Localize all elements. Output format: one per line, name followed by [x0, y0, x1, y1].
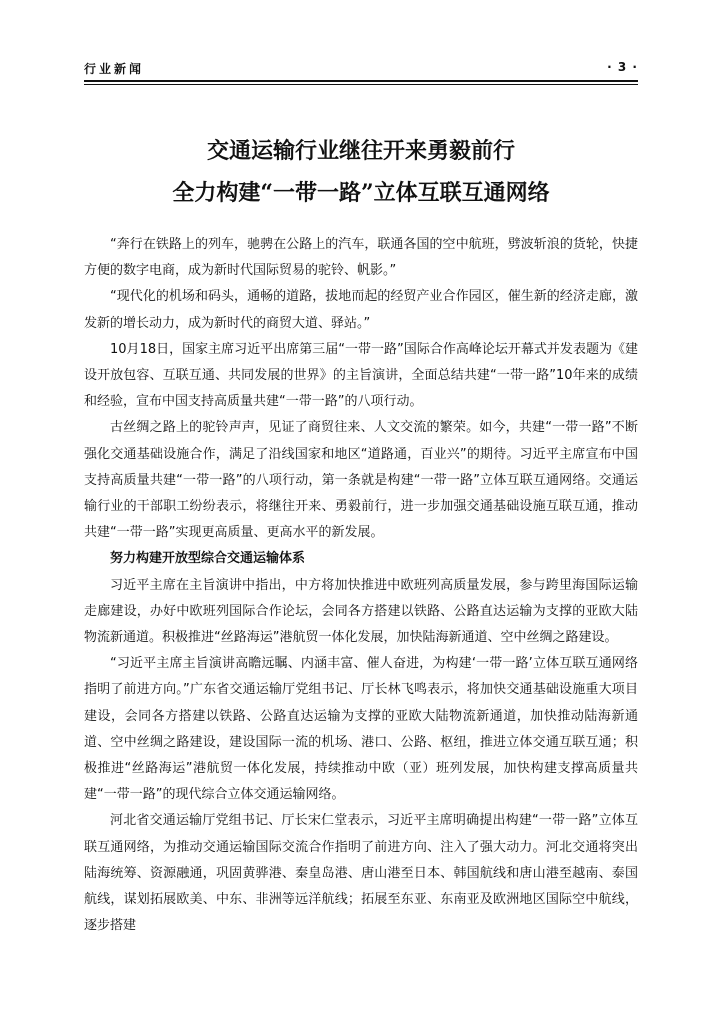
header-rule-thin — [84, 84, 638, 85]
header-rule-thick — [84, 80, 638, 82]
paragraph-quote-1: “奔行在铁路上的列车，驰骋在公路上的汽车，联通各国的空中航班，劈波斩浪的货轮，快捷方便的数字电商，成为新时代国际贸易的驼铃、帆影。” — [84, 237, 638, 279]
paragraph-guangdong: “习近平主席主旨演讲高瞻远瞩、内涵丰富、催人奋进，为构建‘一带一路’立体互联互通网络指明了前进方向。”广东省交通运输厅党组书记、厅长林飞鸣表示，将加快交通基础设施重大项目建设，会同各方搭建以铁路、公路直达运输为支撑的亚欧大陆物流新通道，加快推动陆海新通道、空中丝绸之路建设，建设国际一流的机场、港口、公路、枢纽，推进立体交通互联互通；积极推进“丝路海运”港航贸一体化发展，持续推动中欧（亚）班列发展，加快构建支撑高质量共建“一带一路”的现代综合立体交通运输网络。 — [84, 656, 638, 803]
section-label: 行业新闻 — [84, 62, 145, 76]
article-title — [84, 130, 638, 214]
paragraph-forum: 10月18日，国家主席习近平出席第三届“一带一路”国际合作高峰论坛开幕式并发表题为《建设开放包容、互联互通、共同发展的世界》的主旨演讲，全面总结共建“一带一路”10年来的成绩和经验，宣布中国支持高质量共建“一带一路”的八项行动。 — [84, 341, 638, 410]
title-line-2: 全力构建“一带一路”立体互联互通网络 — [172, 180, 550, 206]
paragraph-silk-road: 古丝绸之路上的驼铃声声，见证了商贸往来、人文交流的繁荣。如今，共建“一带一路”不断强化交通基础设施合作，满足了沿线国家和地区“道路通，百业兴”的期待。习近平主席宣布中国支持高质量共建“一带一路”的八项行动，第一条就是构建“一带一路”立体互联互通网络。交通运输行业的干部职工纷纷表示，将继往开来、勇毅前行，进一步加强交通基础设施互联互通，推动共建“一带一路”实现更高质量、更高水平的新发展。 — [84, 420, 638, 541]
page-number: · 3 · — [607, 60, 638, 74]
running-header — [84, 58, 638, 80]
section-subheading: 努力构建开放型综合交通运输体系 — [110, 551, 306, 567]
paragraph-hebei: 河北省交通运输厅党组书记、厅长宋仁堂表示，习近平主席明确提出构建“一带一路”立体互联互通网络，为推动交通运输国际交流合作指明了前进方向、注入了强大动力。河北交通将突出陆海统筹、资源融通，巩固黄骅港、秦皇岛港、唐山港至日本、韩国航线和唐山港至越南、泰国航线，谋划拓展欧美、中东、非洲等远洋航线；拓展至东亚、东南亚及欧洲地区国际空中航线，逐步搭建 — [84, 813, 638, 934]
title-line-1: 交通运输行业继往开来勇毅前行 — [206, 138, 515, 164]
article-body — [84, 232, 638, 939]
paragraph-speech: 习近平主席在主旨演讲中指出，中方将加快推进中欧班列高质量发展，参与跨里海国际运输走廊建设，办好中欧班列国际合作论坛，会同各方搭建以铁路、公路直达运输为支撑的亚欧大陆物流新通道。积极推进“丝路海运”港航贸一体化发展，加快陆海新通道、空中丝绸之路建设。 — [84, 577, 638, 646]
paragraph-quote-2: “现代化的机场和码头，通畅的道路，拔地而起的经贸产业合作园区，催生新的经济走廊，激发新的增长动力，成为新时代的商贸大道、驿站。” — [84, 289, 638, 331]
